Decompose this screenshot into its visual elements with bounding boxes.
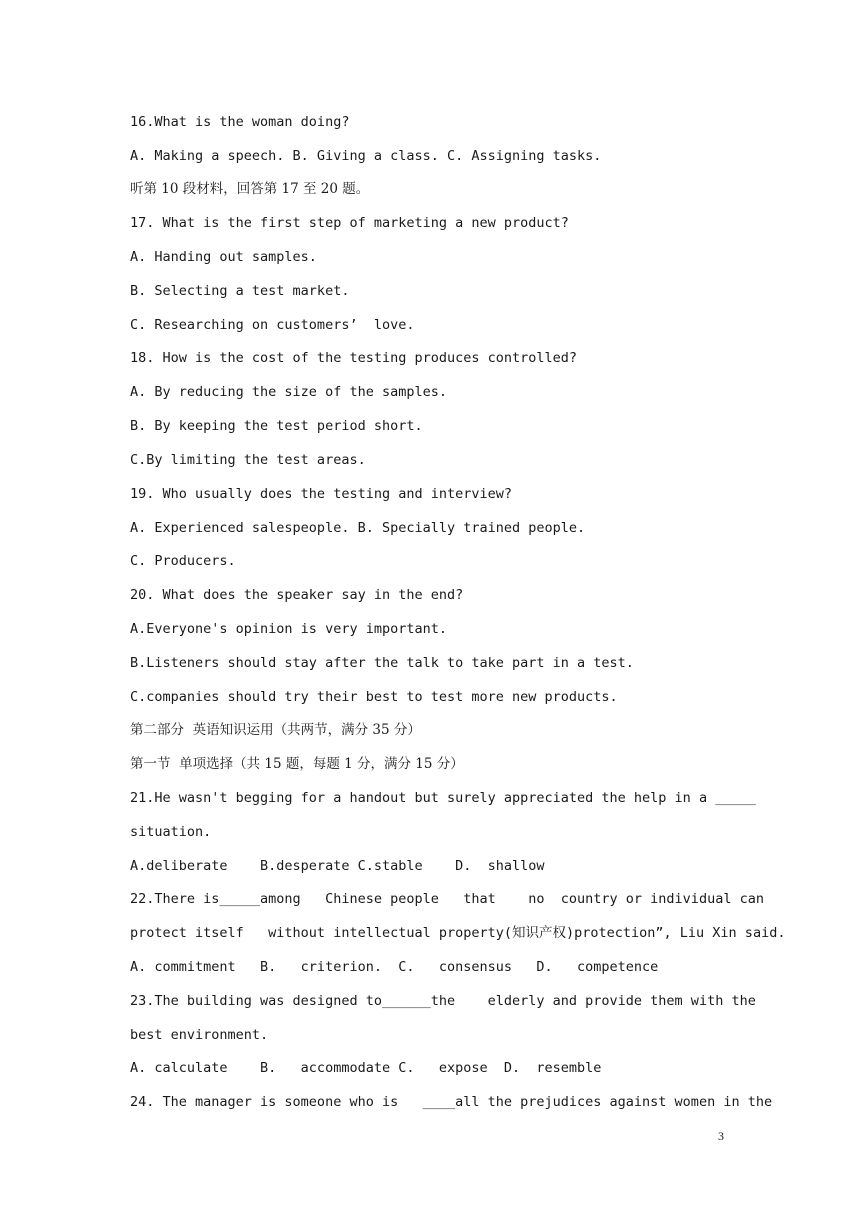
- question-20-option-c: C.companies should try their best to test more new products.: [130, 689, 618, 705]
- section-instruction: 听第 10 段材料，回答第 17 至 20 题。: [130, 181, 370, 197]
- question-24: 24. The manager is someone who is ____all the prejudices against women in the: [130, 1094, 773, 1110]
- question-23-continued: best environment.: [130, 1027, 269, 1043]
- question-22-options: A. commitment B. criterion. C. consensus D. competence: [130, 959, 659, 975]
- part-two-heading: 第二部分 英语知识运用（共两节，满分 35 分）: [130, 722, 421, 738]
- question-20-option-a: A.Everyone's opinion is very important.: [130, 621, 447, 637]
- question-17-option-c: C. Researching on customers’ love.: [130, 317, 415, 333]
- question-19: 19. Who usually does the testing and interview?: [130, 486, 513, 502]
- question-20-option-b: B.Listeners should stay after the talk to take part in a test.: [130, 655, 634, 671]
- question-22-continued: protect itself without intellectual property(知识产权)protection”, Liu Xin said.: [130, 925, 786, 941]
- question-23: 23.The building was designed to______the elderly and provide them with the: [130, 993, 756, 1009]
- question-17-option-a: A. Handing out samples.: [130, 249, 317, 265]
- question-16-options: A. Making a speech. B. Giving a class. C. Assigning tasks.: [130, 148, 602, 164]
- question-21-options: A.deliberate B.desperate C.stable D. shallow: [130, 858, 545, 874]
- question-19-options-ab: A. Experienced salespeople. B. Specially trained people.: [130, 520, 586, 536]
- question-23-options: A. calculate B. accommodate C. expose D. resemble: [130, 1060, 602, 1076]
- question-18-option-c: C.By limiting the test areas.: [130, 452, 366, 468]
- question-20: 20. What does the speaker say in the end?: [130, 587, 464, 603]
- question-16: 16.What is the woman doing?: [130, 114, 350, 130]
- question-18-option-a: A. By reducing the size of the samples.: [130, 384, 447, 400]
- question-17-option-b: B. Selecting a test market.: [130, 283, 350, 299]
- section-one-heading: 第一节 单项选择（共 15 题，每题 1 分，满分 15 分）: [130, 756, 464, 772]
- question-18-option-b: B. By keeping the test period short.: [130, 418, 423, 434]
- question-18: 18. How is the cost of the testing produces controlled?: [130, 350, 578, 366]
- question-17: 17. What is the first step of marketing a new product?: [130, 215, 569, 231]
- question-22: 22.There is_____among Chinese people that no country or individual can: [130, 891, 764, 907]
- question-21: 21.He wasn't begging for a handout but surely appreciated the help in a _____: [130, 790, 756, 806]
- question-19-option-c: C. Producers.: [130, 553, 236, 569]
- question-21-continued: situation.: [130, 824, 212, 840]
- page-number: 3: [718, 1129, 724, 1143]
